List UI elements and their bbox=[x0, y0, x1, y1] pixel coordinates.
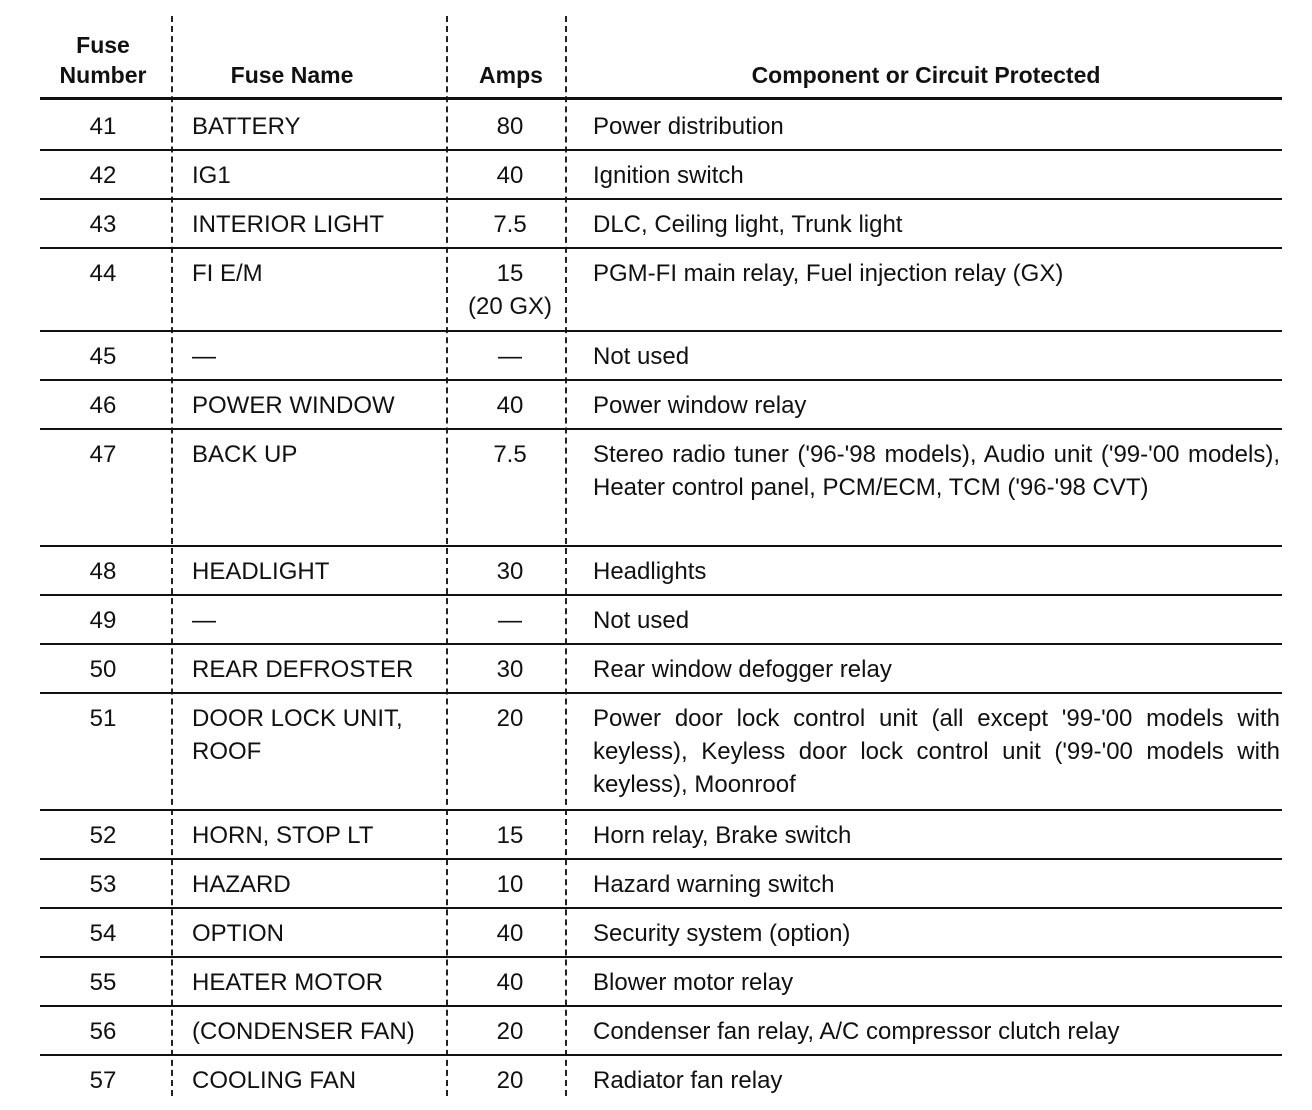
amps-cell: 80 bbox=[496, 113, 524, 140]
table-row bbox=[0, 428, 1312, 545]
amps-cell: 20 bbox=[496, 1067, 524, 1094]
fuse-number-cell: 51 bbox=[89, 705, 117, 732]
table-row bbox=[0, 907, 1312, 956]
fuse-number-cell: 54 bbox=[89, 920, 117, 947]
fuse-name-cell: — bbox=[192, 343, 216, 370]
amps-cell: 30 bbox=[496, 558, 524, 585]
header-fuse-number: Fuse Number bbox=[59, 32, 147, 88]
fuse-name-cell: REAR DEFROSTER bbox=[192, 656, 414, 683]
fuse-name-cell: OPTION bbox=[192, 920, 285, 947]
fuse-name-cell: (CONDENSER FAN) bbox=[192, 1018, 415, 1045]
fuse-name-cell: HEATER MOTOR bbox=[192, 969, 384, 996]
fuse-name-cell: HORN, STOP LT bbox=[192, 822, 374, 849]
amps-cell: 10 bbox=[496, 871, 524, 898]
fuse-number-cell: 48 bbox=[89, 558, 117, 585]
amps-cell: 40 bbox=[496, 920, 524, 947]
amps-cell: 40 bbox=[496, 969, 524, 996]
fuse-name-cell: FI E/M bbox=[192, 260, 263, 287]
amps-cell: — bbox=[498, 343, 522, 370]
fuse-name-cell: HAZARD bbox=[192, 871, 291, 898]
amps-cell: — bbox=[498, 607, 522, 634]
component-cell: Not used bbox=[593, 343, 690, 370]
component-cell: Blower motor relay bbox=[593, 969, 794, 996]
fuse-number-cell: 49 bbox=[89, 607, 117, 634]
component-cell: Radiator fan relay bbox=[593, 1067, 783, 1094]
table-row bbox=[0, 1005, 1312, 1054]
amps-cell: 7.5 bbox=[493, 441, 527, 468]
table-row bbox=[0, 330, 1312, 379]
fuse-number-cell: 50 bbox=[89, 656, 117, 683]
fuse-name-cell: COOLING FAN bbox=[192, 1067, 357, 1094]
component-cell: Condenser fan relay, A/C compressor clutch relay bbox=[593, 1018, 1120, 1045]
fuse-number-cell: 44 bbox=[89, 260, 117, 287]
component-cell: Rear window defogger relay bbox=[593, 656, 892, 683]
fuse-number-cell: 55 bbox=[89, 969, 117, 996]
component-cell: Hazard warning switch bbox=[593, 871, 835, 898]
table-row bbox=[0, 956, 1312, 1005]
amps-cell: 7.5 bbox=[493, 211, 527, 238]
fuse-name-cell: IG1 bbox=[192, 162, 231, 189]
table-row bbox=[0, 594, 1312, 643]
component-cell: DLC, Ceiling light, Trunk light bbox=[593, 211, 903, 238]
component-cell: Ignition switch bbox=[593, 162, 744, 189]
amps-cell: 20 bbox=[496, 1018, 524, 1045]
table-row bbox=[0, 1054, 1312, 1110]
amps-cell: 30 bbox=[496, 656, 524, 683]
fuse-number-cell: 41 bbox=[89, 113, 117, 140]
amps-cell: 15 (20 GX) bbox=[467, 260, 553, 320]
fuse-number-cell: 42 bbox=[89, 162, 117, 189]
component-cell: Power door lock control unit (all except '99-'00 models with keyless), Keyless door lock control unit ('99-'00 models with keyless), Moonroof bbox=[593, 705, 1280, 798]
component-cell: Power distribution bbox=[593, 113, 784, 140]
table-row bbox=[0, 692, 1312, 809]
component-cell: Stereo radio tuner ('96-'98 models), Audio unit ('99-'00 models), Heater control panel, PCM/ECM, TCM ('96-'98 CVT) bbox=[593, 441, 1280, 501]
fuse-number-cell: 43 bbox=[89, 211, 117, 238]
component-cell: Security system (option) bbox=[593, 920, 851, 947]
amps-cell: 15 bbox=[496, 822, 524, 849]
table-row bbox=[0, 198, 1312, 247]
component-cell: Not used bbox=[593, 607, 690, 634]
fuse-number-cell: 57 bbox=[89, 1067, 117, 1094]
fuse-number-cell: 56 bbox=[89, 1018, 117, 1045]
amps-cell: 20 bbox=[496, 705, 524, 732]
table-row bbox=[0, 858, 1312, 907]
amps-cell: 40 bbox=[496, 392, 524, 419]
table-row bbox=[0, 643, 1312, 692]
table-row bbox=[0, 379, 1312, 428]
table-row bbox=[0, 545, 1312, 594]
header-fuse-name: Fuse Name bbox=[230, 62, 354, 88]
fuse-name-cell: BACK UP bbox=[192, 441, 298, 468]
fuse-number-cell: 45 bbox=[89, 343, 117, 370]
component-cell: PGM-FI main relay, Fuel injection relay (GX) bbox=[593, 260, 1064, 287]
header-amps: Amps bbox=[479, 62, 543, 88]
fuse-number-cell: 52 bbox=[89, 822, 117, 849]
header-component: Component or Circuit Protected bbox=[751, 62, 1101, 88]
table-row bbox=[0, 247, 1312, 330]
table-row bbox=[0, 100, 1312, 149]
fuse-name-cell: INTERIOR LIGHT bbox=[192, 211, 385, 238]
fuse-name-cell: POWER WINDOW bbox=[192, 392, 395, 419]
fuse-number-cell: 47 bbox=[89, 441, 117, 468]
table-row bbox=[0, 149, 1312, 198]
fuse-name-cell: HEADLIGHT bbox=[192, 558, 330, 585]
amps-cell: 40 bbox=[496, 162, 524, 189]
fuse-number-cell: 53 bbox=[89, 871, 117, 898]
component-cell: Horn relay, Brake switch bbox=[593, 822, 852, 849]
fuse-name-cell: DOOR LOCK UNIT, ROOF bbox=[192, 705, 403, 765]
fuse-name-cell: — bbox=[192, 607, 216, 634]
fuse-number-cell: 46 bbox=[89, 392, 117, 419]
component-cell: Power window relay bbox=[593, 392, 807, 419]
component-cell: Headlights bbox=[593, 558, 707, 585]
fuse-name-cell: BATTERY bbox=[192, 113, 301, 140]
table-row bbox=[0, 809, 1312, 858]
